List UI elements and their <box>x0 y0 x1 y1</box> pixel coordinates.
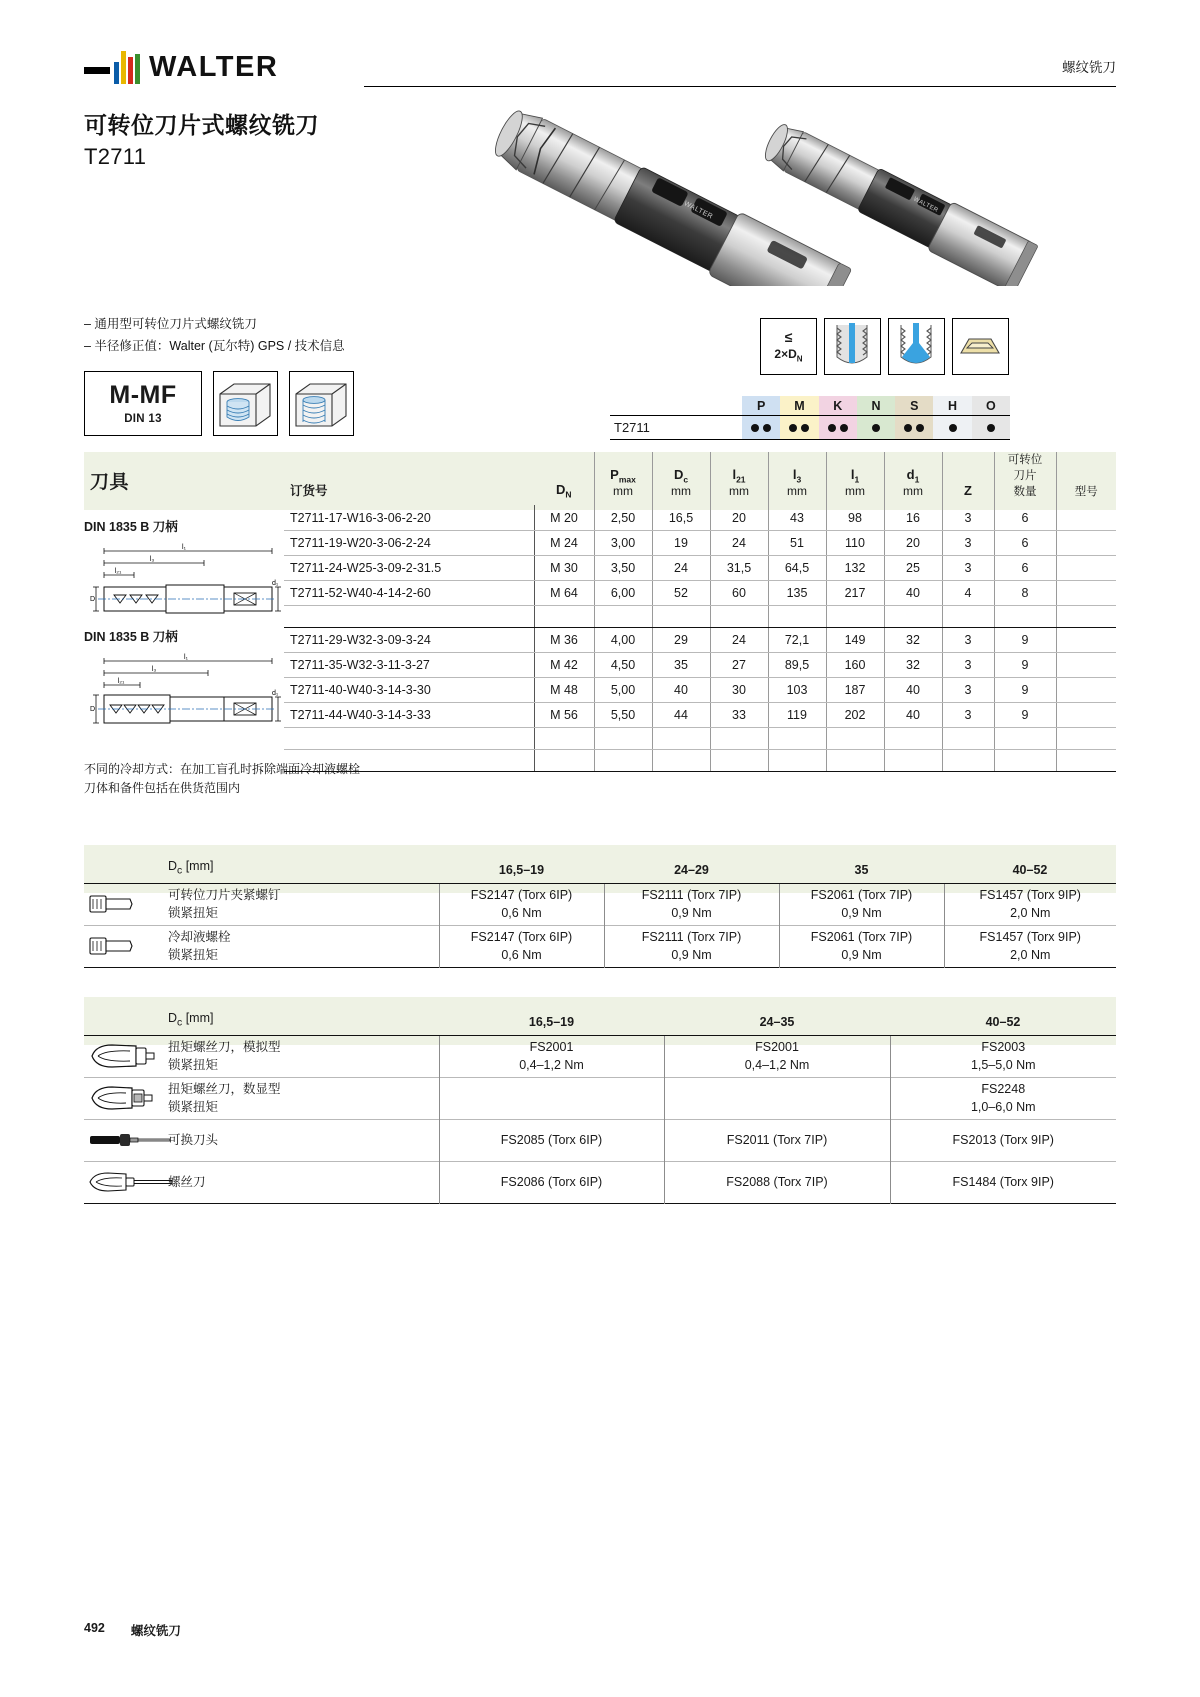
logo-dash <box>84 67 110 74</box>
cell-inserts: 8 <box>994 580 1056 605</box>
insert-picto <box>952 318 1009 375</box>
cell-z: 3 <box>942 505 994 530</box>
material-group-rating-o <box>972 416 1010 439</box>
spare-header-row <box>84 845 1116 883</box>
cell-dn: M 42 <box>534 652 594 677</box>
rating-dot <box>872 424 880 432</box>
pictogram-row <box>760 318 1009 375</box>
cell-dc: 19 <box>652 530 710 555</box>
cell-l3: 43 <box>768 505 826 530</box>
spare-cell: FS2061 (Torx 7IP) 0,9 Nm <box>779 925 944 967</box>
cell-dc: 52 <box>652 580 710 605</box>
svg-text:l₃: l₃ <box>149 556 155 563</box>
cell-z: 4 <box>942 580 994 605</box>
rating-dot <box>763 424 771 432</box>
accessory-cell: FS1484 (Torx 9IP) <box>890 1161 1116 1203</box>
thread-standard-box <box>84 371 202 436</box>
spare-cell: FS2111 (Torx 7IP) 0,9 Nm <box>604 925 779 967</box>
cell-type <box>1056 505 1116 530</box>
spare-col-header: 40–52 <box>944 845 1116 883</box>
cell-d1: 20 <box>884 530 942 555</box>
accessory-cell: FS2248 1,0–6,0 Nm <box>890 1077 1116 1119</box>
svg-text:l₃: l₃ <box>151 666 157 673</box>
spare-col-header: 35 <box>779 845 944 883</box>
cell-z: 3 <box>942 555 994 580</box>
cell-dc: 40 <box>652 677 710 702</box>
cell-dn: M 48 <box>534 677 594 702</box>
cell-l3: 103 <box>768 677 826 702</box>
feature-item: – 通用型可转位刀片式螺纹铣刀 <box>84 317 257 331</box>
cell-pmax: 3,00 <box>594 530 652 555</box>
svg-text:l₂₁: l₂₁ <box>114 568 122 575</box>
col-type: 型号 <box>1056 452 1116 505</box>
thread-norm-label: DIN 13 <box>124 412 162 425</box>
cell-type <box>1056 677 1116 702</box>
col-dn: $D_N$ <box>534 452 594 505</box>
material-group-rating-p <box>742 416 780 439</box>
cell-order-no: T2711-44-W40-3-14-3-33 <box>284 702 534 727</box>
cell-pmax: 2,50 <box>594 505 652 530</box>
cell-z: 3 <box>942 627 994 652</box>
material-group-col-k: K <box>819 396 857 415</box>
spare-cell: FS2147 (Torx 6IP) 0,6 Nm <box>439 925 604 967</box>
col-l21: $l_{21}$ mm <box>710 452 768 505</box>
cell-l3: 89,5 <box>768 652 826 677</box>
material-group-header <box>742 396 1010 415</box>
cell-inserts: 9 <box>994 677 1056 702</box>
table-row <box>84 1119 1116 1161</box>
page-header <box>84 48 1116 94</box>
material-group-col-m: M <box>780 396 818 415</box>
through-coolant-thread-picto <box>824 318 881 375</box>
cell-l3: 64,5 <box>768 555 826 580</box>
cell-l1: 187 <box>826 677 884 702</box>
tool-footnote-2: 刀体和备件包括在供货范围内 <box>84 780 241 795</box>
cell-pmax: 4,50 <box>594 652 652 677</box>
cell-pmax: 6,00 <box>594 580 652 605</box>
material-group-cells <box>742 416 1010 439</box>
cell-d1: 40 <box>884 677 942 702</box>
cell-l21: 27 <box>710 652 768 677</box>
accessories-table <box>84 997 1116 1204</box>
torque-screwdriver-analog-icon <box>84 1035 164 1077</box>
feature-list <box>84 314 345 358</box>
cell-z: 3 <box>942 677 994 702</box>
rating-dot <box>916 424 924 432</box>
table-row <box>284 627 1116 652</box>
cell-l3: 72,1 <box>768 627 826 652</box>
cell-d1: 40 <box>884 580 942 605</box>
material-group-rating-s <box>895 416 933 439</box>
accessory-col-header: 24–35 <box>664 997 890 1035</box>
through-hole-thread-icon <box>289 371 354 436</box>
cell-dc: 29 <box>652 627 710 652</box>
cell-dn: M 30 <box>534 555 594 580</box>
tool-table-header <box>284 452 1116 505</box>
accessory-cell: FS2003 1,5–5,0 Nm <box>890 1035 1116 1077</box>
svg-text:d₁: d₁ <box>272 690 279 697</box>
material-group-col-o: O <box>972 396 1010 415</box>
cell-l1: 160 <box>826 652 884 677</box>
material-group-row-label: T2711 <box>614 420 650 435</box>
shank-label-2: DIN 1835 B 刀柄 <box>84 630 178 644</box>
material-group-col-h: H <box>933 396 971 415</box>
rating-dot <box>828 424 836 432</box>
page-title: 可转位刀片式螺纹铣刀 <box>84 112 319 138</box>
page-footer <box>84 1621 181 1639</box>
cell-type <box>1056 702 1116 727</box>
cell-inserts: 9 <box>994 627 1056 652</box>
rating-dot <box>801 424 809 432</box>
cell-l21: 24 <box>710 627 768 652</box>
cell-dn: M 64 <box>534 580 594 605</box>
cell-pmax: 3,50 <box>594 555 652 580</box>
col-l3: $l_3$ mm <box>768 452 826 505</box>
rating-dot <box>904 424 912 432</box>
table-row <box>84 883 1116 925</box>
spare-row-label: 可转位刀片夹紧螺钉 锁紧扭矩 <box>164 883 439 925</box>
table-row <box>284 530 1116 555</box>
cell-l21: 24 <box>710 530 768 555</box>
logo-bars-icon <box>114 50 142 84</box>
accessory-cell: FS2088 (Torx 7IP) <box>664 1161 890 1203</box>
screwdriver-icon <box>84 1161 164 1203</box>
material-group-table <box>610 396 1010 440</box>
accessory-col-header: 40–52 <box>890 997 1116 1035</box>
spare-cell: FS2061 (Torx 7IP) 0,9 Nm <box>779 883 944 925</box>
cell-order-no: T2711-35-W32-3-11-3-27 <box>284 652 534 677</box>
accessory-cell <box>664 1077 890 1119</box>
cell-l1: 132 <box>826 555 884 580</box>
spare-col-header: 24–29 <box>604 845 779 883</box>
accessory-cell: FS2001 0,4–1,2 Nm <box>439 1035 664 1077</box>
cell-type <box>1056 555 1116 580</box>
spare-cell: FS2111 (Torx 7IP) 0,9 Nm <box>604 883 779 925</box>
col-dc: $D_c$ mm <box>652 452 710 505</box>
cell-order-no: T2711-17-W16-3-06-2-20 <box>284 505 534 530</box>
cell-inserts: 6 <box>994 505 1056 530</box>
shank-label-1: DIN 1835 B 刀柄 <box>84 520 178 534</box>
cell-dn: M 24 <box>534 530 594 555</box>
accessory-row-label: 螺丝刀 <box>164 1161 439 1203</box>
material-group-row <box>610 415 1010 440</box>
cell-l1: 110 <box>826 530 884 555</box>
accessory-cell: FS2001 0,4–1,2 Nm <box>664 1035 890 1077</box>
spare-col-header: 16,5–19 <box>439 845 604 883</box>
tool-table <box>284 452 1116 772</box>
accessory-row-label: 扭矩螺丝刀，数显型 锁紧扭矩 <box>164 1077 439 1119</box>
tool-section-title: 刀具 <box>90 472 130 493</box>
col-d1: $d_1$ mm <box>884 452 942 505</box>
spare-bottom-rule <box>84 967 1116 968</box>
accessory-cell: FS2085 (Torx 6IP) <box>439 1119 664 1161</box>
depth-value: $2\times D_N$ <box>774 346 803 363</box>
cell-dn: M 20 <box>534 505 594 530</box>
material-group-col-p: P <box>742 396 780 415</box>
svg-text:l₁: l₁ <box>184 654 188 661</box>
col-order-no: 订货号 <box>284 452 534 505</box>
cell-pmax: 5,50 <box>594 702 652 727</box>
shank-diagram-2-block <box>84 627 284 731</box>
rating-dot <box>987 424 995 432</box>
tool-footnotes <box>84 760 360 797</box>
material-group-rating-n <box>857 416 895 439</box>
product-illustration <box>470 96 1040 286</box>
table-spacer-row <box>284 749 1116 771</box>
shank-diagram-1-block <box>84 517 284 621</box>
cell-l3: 119 <box>768 702 826 727</box>
table-spacer-row <box>284 605 1116 627</box>
cell-order-no: T2711-29-W32-3-09-3-24 <box>284 627 534 652</box>
cell-inserts: 9 <box>994 702 1056 727</box>
cell-l21: 33 <box>710 702 768 727</box>
depth-le-symbol: ≤ <box>784 329 793 346</box>
cell-l1: 149 <box>826 627 884 652</box>
standard-and-thread-icons <box>84 371 354 436</box>
replaceable-bit-icon <box>84 1119 164 1161</box>
walter-logo <box>84 50 278 84</box>
blind-hole-thread-icon <box>213 371 278 436</box>
spare-cell: FS2147 (Torx 6IP) 0,6 Nm <box>439 883 604 925</box>
spare-cell: FS1457 (Torx 9IP) 2,0 Nm <box>944 925 1116 967</box>
spare-parts-table <box>84 845 1116 968</box>
accessories-section <box>84 997 1116 1204</box>
svg-text:d₁: d₁ <box>272 580 279 587</box>
svg-text:WALTER: WALTER <box>912 196 939 214</box>
cell-l1: 202 <box>826 702 884 727</box>
cell-type <box>1056 530 1116 555</box>
cell-pmax: 5,00 <box>594 677 652 702</box>
accessory-header-row <box>84 997 1116 1035</box>
cell-dc: 35 <box>652 652 710 677</box>
accessory-cell <box>439 1077 664 1119</box>
cell-l3: 51 <box>768 530 826 555</box>
cell-dc: 44 <box>652 702 710 727</box>
cell-d1: 32 <box>884 627 942 652</box>
cell-dn: M 56 <box>534 702 594 727</box>
accessory-col-header: 16,5–19 <box>439 997 664 1035</box>
cell-type <box>1056 580 1116 605</box>
table-row <box>84 1035 1116 1077</box>
cell-d1: 32 <box>884 652 942 677</box>
table-row <box>284 702 1116 727</box>
accessory-row-label: 扭矩螺丝刀，模拟型 锁紧扭矩 <box>164 1035 439 1077</box>
product-code: T2711 <box>84 144 147 170</box>
cell-l21: 30 <box>710 677 768 702</box>
table-row <box>284 580 1116 605</box>
cell-type <box>1056 652 1116 677</box>
material-group-rating-m <box>780 416 818 439</box>
tool-footnote-1: 不同的冷却方式：在加工盲孔时拆除端面冷却液螺栓 <box>84 762 361 776</box>
col-z: Z <box>942 452 994 505</box>
spare-cell: FS1457 (Torx 9IP) 2,0 Nm <box>944 883 1116 925</box>
coolant-screw-icon <box>84 925 164 967</box>
cell-z: 3 <box>942 652 994 677</box>
cell-order-no: T2711-40-W40-3-14-3-30 <box>284 677 534 702</box>
cell-l21: 31,5 <box>710 555 768 580</box>
cell-dn: M 36 <box>534 627 594 652</box>
spare-dim-label: $D_c$ [mm] <box>164 845 439 883</box>
accessory-dim-label: $D_c$ [mm] <box>164 997 439 1035</box>
table-row <box>284 505 1116 530</box>
cell-d1: 40 <box>884 702 942 727</box>
cell-pmax: 4,00 <box>594 627 652 652</box>
table-row <box>284 555 1116 580</box>
accessory-cell: FS2011 (Torx 7IP) <box>664 1119 890 1161</box>
cell-dc: 16,5 <box>652 505 710 530</box>
cell-d1: 25 <box>884 555 942 580</box>
material-group-col-n: N <box>857 396 895 415</box>
svg-text:WALTER: WALTER <box>682 200 714 221</box>
svg-text:D: D <box>90 706 96 713</box>
rating-dot <box>949 424 957 432</box>
page-title-block <box>84 110 319 170</box>
cell-dc: 24 <box>652 555 710 580</box>
logo-wordmark: WALTER <box>149 50 279 83</box>
spare-parts-section <box>84 845 1116 968</box>
header-section-label: 螺纹铣刀 <box>1062 60 1116 75</box>
max-depth-picto <box>760 318 817 375</box>
torque-screwdriver-digital-icon <box>84 1077 164 1119</box>
rating-dot <box>751 424 759 432</box>
col-l1: $l_1$ mm <box>826 452 884 505</box>
feature-item: – 半径修正值：Walter (瓦尔特) GPS / 技术信息 <box>84 338 345 353</box>
svg-text:l₂₁: l₂₁ <box>117 678 125 685</box>
cell-z: 3 <box>942 702 994 727</box>
cell-l21: 20 <box>710 505 768 530</box>
accessory-bottom-rule <box>84 1203 1116 1204</box>
col-pmax: $P_{max}$ mm <box>594 452 652 505</box>
table-row <box>84 925 1116 967</box>
shank-diagram-1 <box>84 543 284 621</box>
rating-dot <box>840 424 848 432</box>
cell-order-no: T2711-19-W20-3-06-2-24 <box>284 530 534 555</box>
cell-z: 3 <box>942 530 994 555</box>
cell-inserts: 6 <box>994 555 1056 580</box>
spare-row-label: 冷却液螺栓 锁紧扭矩 <box>164 925 439 967</box>
cell-inserts: 6 <box>994 530 1056 555</box>
header-divider <box>364 86 1116 87</box>
table-row <box>284 652 1116 677</box>
table-row <box>284 677 1116 702</box>
cell-inserts: 9 <box>994 652 1056 677</box>
shank-diagram-2 <box>84 653 284 731</box>
cell-l1: 217 <box>826 580 884 605</box>
clamping-screw-icon <box>84 883 164 925</box>
cell-l1: 98 <box>826 505 884 530</box>
footer-section-label: 螺纹铣刀 <box>130 1624 181 1638</box>
material-group-col-s: S <box>895 396 933 415</box>
cell-l21: 60 <box>710 580 768 605</box>
thread-standard-label: M-MF <box>109 380 177 409</box>
rating-dot <box>789 424 797 432</box>
accessory-cell: FS2013 (Torx 9IP) <box>890 1119 1116 1161</box>
page-number: 492 <box>84 1621 105 1635</box>
svg-text:l₁: l₁ <box>182 544 186 551</box>
cell-l3: 135 <box>768 580 826 605</box>
col-inserts: 可转位 刀片 数量 <box>994 452 1056 505</box>
cell-order-no: T2711-24-W25-3-09-2-31.5 <box>284 555 534 580</box>
cell-type <box>1056 627 1116 652</box>
accessory-row-label: 可换刀头 <box>164 1119 439 1161</box>
material-group-rating-k <box>819 416 857 439</box>
table-row <box>84 1161 1116 1203</box>
table-row <box>84 1077 1116 1119</box>
cell-d1: 16 <box>884 505 942 530</box>
cell-order-no: T2711-52-W40-4-14-2-60 <box>284 580 534 605</box>
svg-text:D: D <box>90 596 96 603</box>
material-group-rating-h <box>933 416 971 439</box>
face-coolant-thread-picto <box>888 318 945 375</box>
accessory-cell: FS2086 (Torx 6IP) <box>439 1161 664 1203</box>
table-spacer-row <box>284 727 1116 749</box>
